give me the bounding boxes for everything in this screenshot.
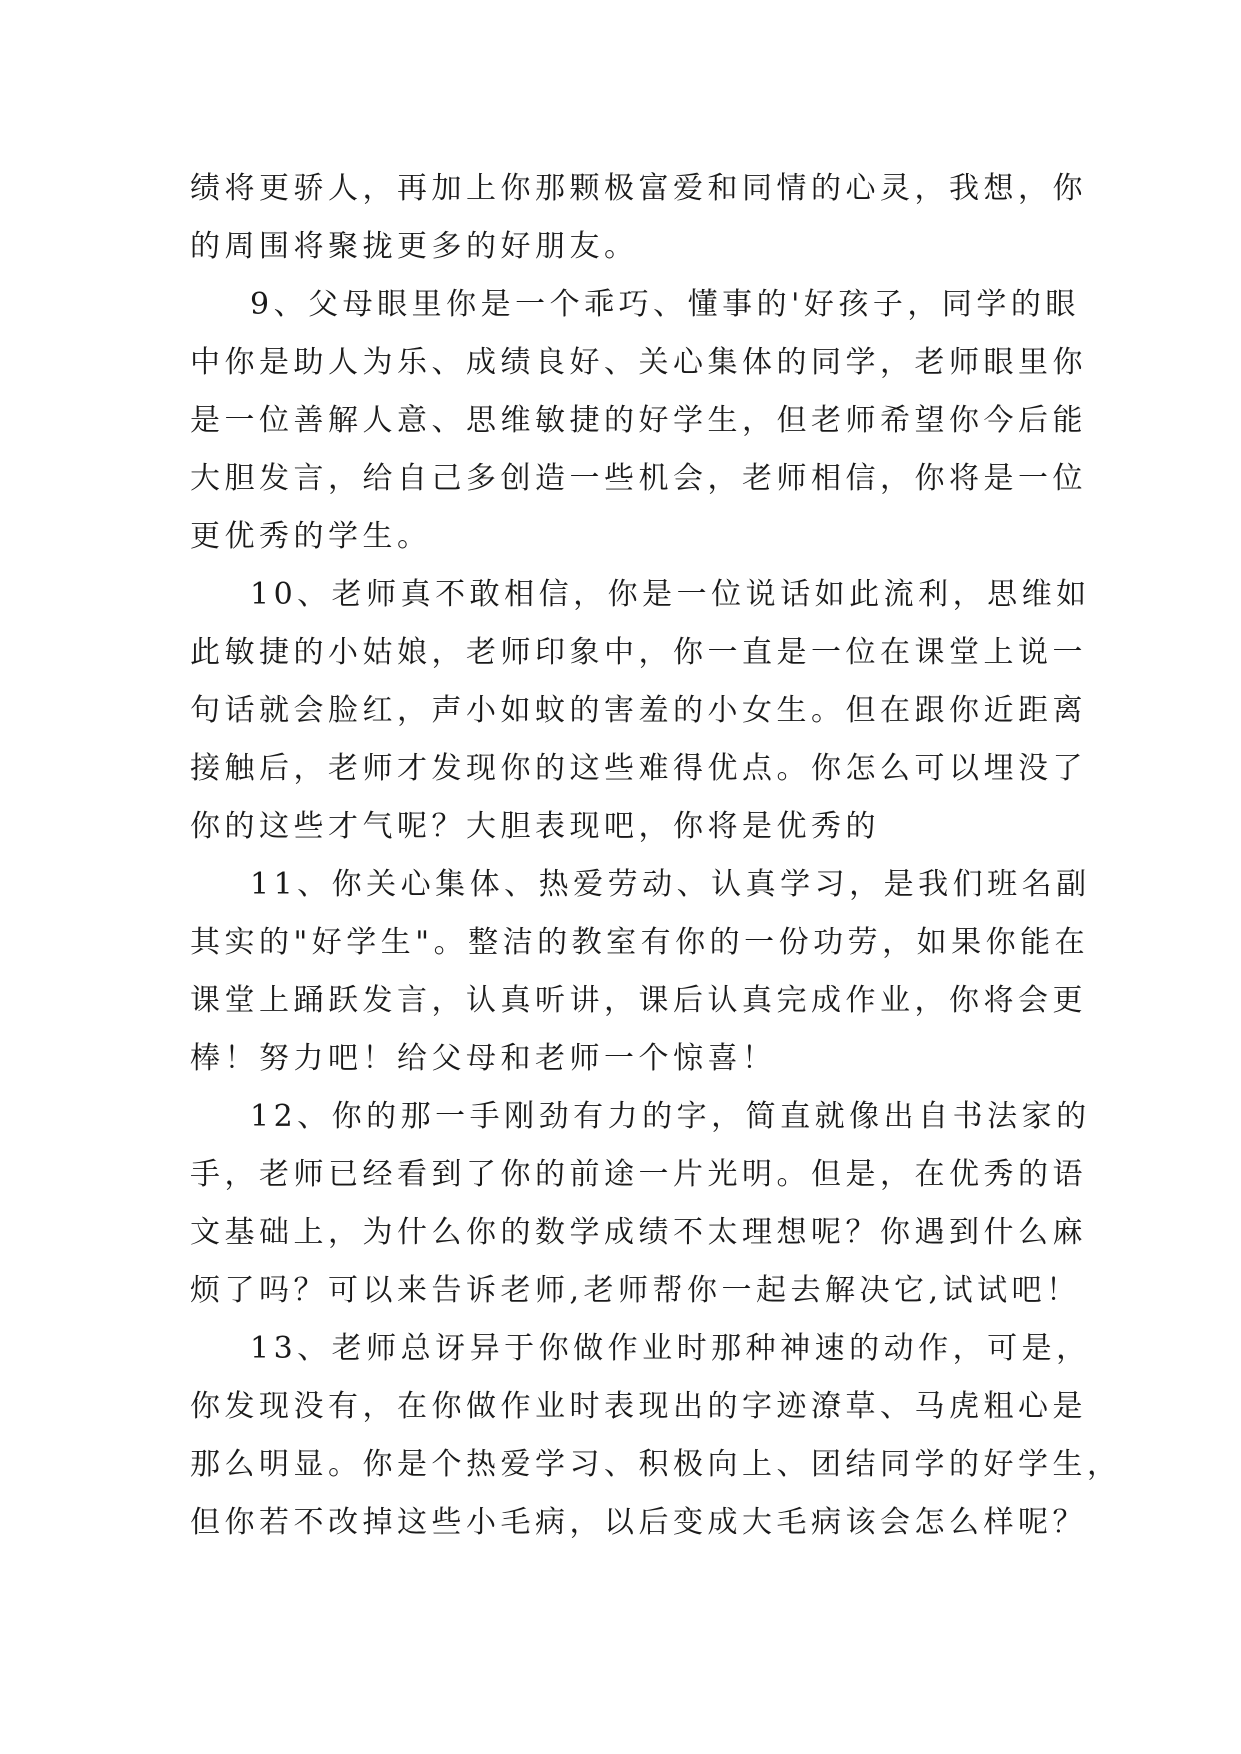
text-line: 手，老师已经看到了你的前途一片光明。但是，在优秀的语 bbox=[190, 1157, 1087, 1192]
document-body bbox=[190, 160, 1122, 1552]
text-line: 的周围将聚拢更多的好朋友。 bbox=[190, 229, 639, 264]
paragraph-first-line: 12、你的那一手刚劲有力的字，简直就像出自书法家的 bbox=[250, 1099, 1091, 1134]
text-line: 烦了吗？可以来告诉老师,老师帮你一起去解决它,试试吧！ bbox=[190, 1273, 1081, 1308]
text-line: 你发现没有，在你做作业时表现出的字迹潦草、马虎粗心是 bbox=[190, 1389, 1087, 1424]
text-line: 文基础上，为什么你的数学成绩不太理想呢？你遇到什么麻 bbox=[190, 1215, 1087, 1250]
paragraph-first-line: 9、父母眼里你是一个乖巧、懂事的'好孩子，同学的眼 bbox=[250, 287, 1080, 322]
text-line: 句话就会脸红，声小如蚊的害羞的小女生。但在跟你近距离 bbox=[190, 693, 1087, 728]
text-line: 其实的"好学生"。整洁的教室有你的一份功劳，如果你能在 bbox=[190, 925, 1090, 960]
text-line: 此敏捷的小姑娘，老师印象中，你一直是一位在课堂上说一 bbox=[190, 635, 1087, 670]
text-line: 你的这些才气呢？大胆表现吧，你将是优秀的 bbox=[190, 809, 880, 844]
text-line: 绩将更骄人，再加上你那颗极富爱和同情的心灵，我想，你 bbox=[190, 171, 1087, 206]
text-line: 棒！努力吧！给父母和老师一个惊喜！ bbox=[190, 1041, 777, 1076]
text-line: 大胆发言，给自己多创造一些机会，老师相信，你将是一位 bbox=[190, 461, 1087, 496]
text-line: 接触后，老师才发现你的这些难得优点。你怎么可以埋没了 bbox=[190, 751, 1087, 786]
text-line: 那么明显。你是个热爱学习、积极向上、团结同学的好学生， bbox=[190, 1447, 1122, 1482]
text-line: 课堂上踊跃发言，认真听讲，课后认真完成作业，你将会更 bbox=[190, 983, 1087, 1018]
paragraph-first-line: 13、老师总讶异于你做作业时那种神速的动作，可是， bbox=[250, 1331, 1091, 1366]
paragraph-first-line: 10、老师真不敢相信，你是一位说话如此流利，思维如 bbox=[250, 577, 1091, 612]
text-line: 更优秀的学生。 bbox=[190, 519, 432, 554]
paragraph-first-line: 11、你关心集体、热爱劳动、认真学习，是我们班名副 bbox=[250, 867, 1091, 902]
text-line: 中你是助人为乐、成绩良好、关心集体的同学，老师眼里你 bbox=[190, 345, 1087, 380]
text-line: 但你若不改掉这些小毛病，以后变成大毛病该会怎么样呢？ bbox=[190, 1505, 1087, 1540]
text-line: 是一位善解人意、思维敏捷的好学生，但老师希望你今后能 bbox=[190, 403, 1087, 438]
